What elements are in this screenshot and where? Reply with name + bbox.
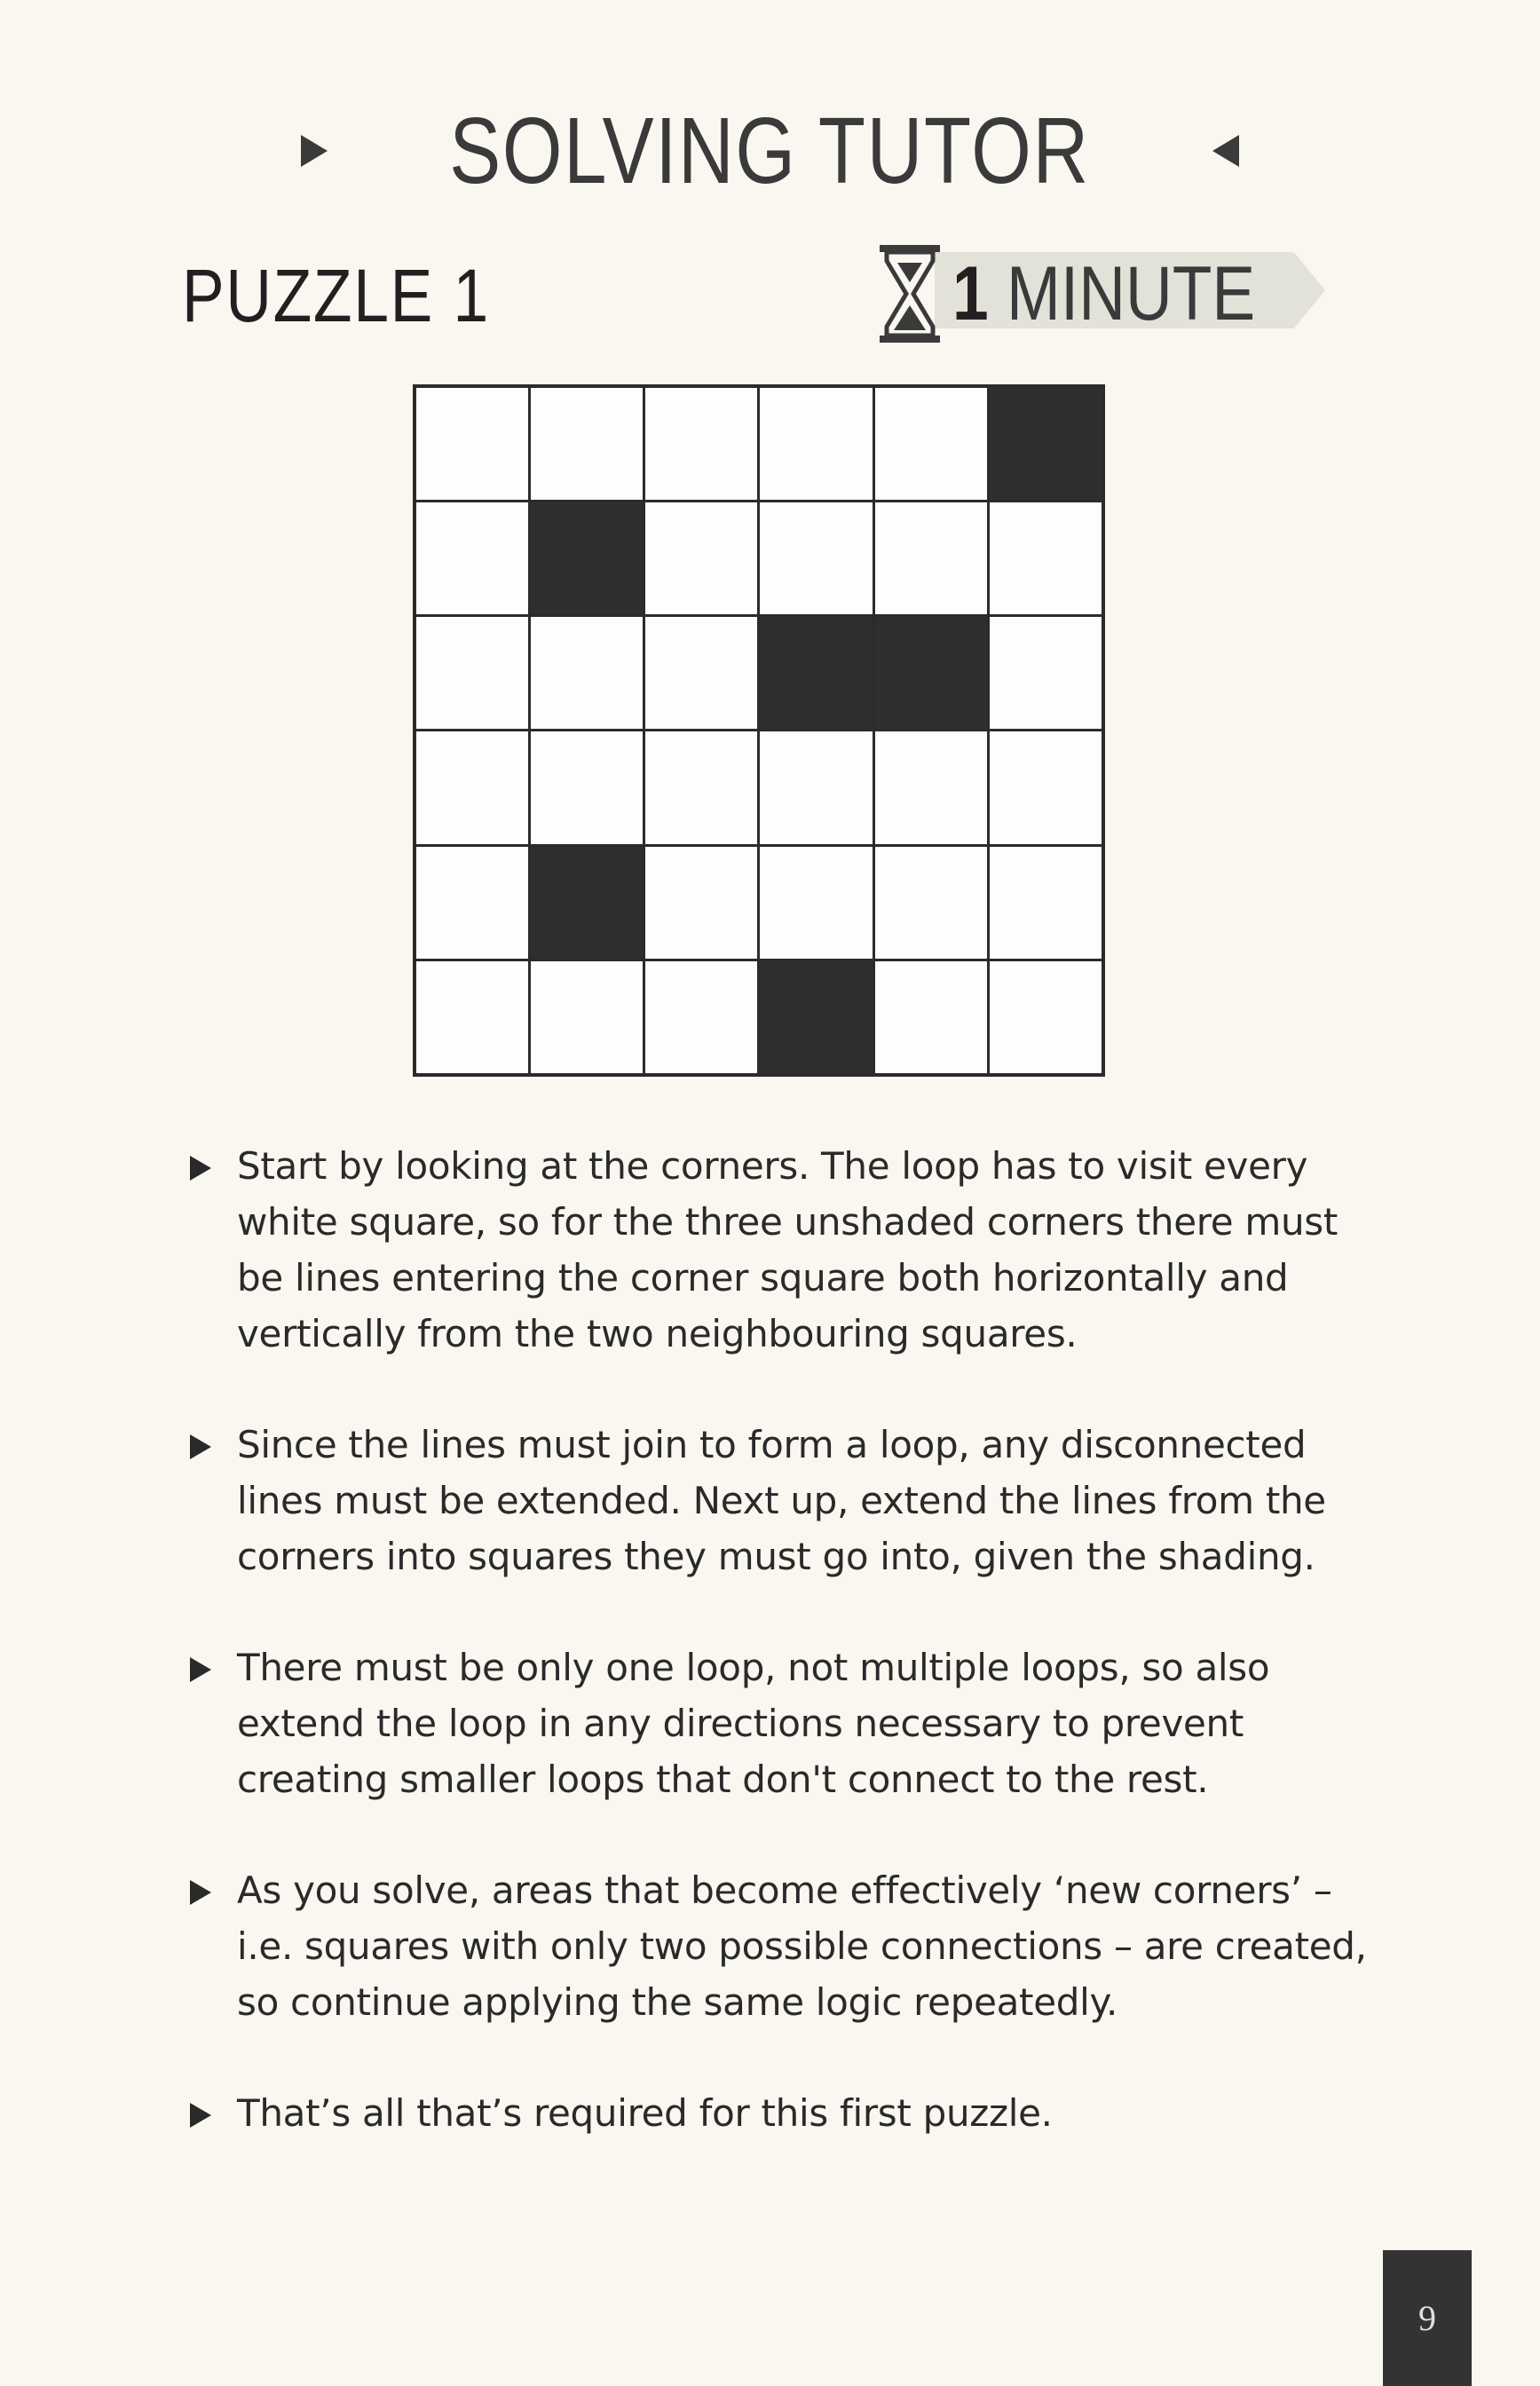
tip-text: That’s all that’s required for this first puzzle. [237,2091,1053,2135]
grid-cell [416,847,528,959]
time-number: 1 [952,250,989,336]
grid-cell [645,617,757,729]
triangle-left-icon [1212,135,1239,167]
tip-text: As you solve, areas that become effectively ‘new corners’ – i.e. squares with only two possible connections – are created, so continue applying the same logic repeatedly. [237,1869,1367,2024]
grid-cell [645,847,757,959]
grid-cell [645,502,757,614]
time-badge [874,241,1336,346]
grid-cell [875,502,987,614]
grid-cell-shaded [531,847,643,959]
grid-cell [990,847,1102,959]
tip-text: There must be only one loop, not multiple loops, so also extend the loop in any directions necessary to prevent creating smaller loops that don't connect to the rest. [237,1646,1270,1801]
grid-cell [531,617,643,729]
tip-item [186,1862,1376,2030]
triangle-right-icon [190,1657,211,1682]
grid-cell [645,388,757,500]
grid-cell [645,731,757,843]
puzzle-grid [413,384,1105,1077]
grid-cell [531,731,643,843]
grid-cell [416,617,528,729]
grid-cell [760,847,872,959]
puzzle-title: PUZZLE 1 [182,254,490,337]
grid-cell [416,731,528,843]
page-title: SOLVING TUTOR [449,98,1091,203]
grid-cell [416,502,528,614]
grid-cell [760,502,872,614]
tip-text: Start by looking at the corners. The loop has to visit every white square, so for the three unshaded corners there must be lines entering the corner square both horizontally and vertically from the two neighbouring squares. [237,1144,1339,1355]
grid-cell [990,961,1102,1073]
grid-cell-shaded [990,388,1102,500]
page-number-tab [1383,2250,1472,2386]
time-unit: MINUTE [1006,250,1256,336]
tip-item [186,1138,1376,1362]
grid-cell-shaded [760,617,872,729]
grid-cell [875,731,987,843]
triangle-right-icon [190,1434,211,1459]
triangle-right-icon [190,2103,211,2128]
grid-cell-shaded [760,961,872,1073]
grid-cell [760,731,872,843]
grid-cell [416,961,528,1073]
grid-cell [645,961,757,1073]
grid-cell [990,617,1102,729]
page-header [0,93,1540,209]
tip-item [186,2085,1376,2141]
grid-cell [531,388,643,500]
triangle-right-icon [190,1156,211,1181]
grid-cell [990,731,1102,843]
grid-cell [760,388,872,500]
triangle-right-icon [190,1880,211,1905]
grid-cell [875,388,987,500]
grid-cell-shaded [531,502,643,614]
tip-item [186,1417,1376,1584]
grid-cell [875,961,987,1073]
grid-cell-shaded [875,617,987,729]
tips-list [186,1138,1376,2196]
tip-text: Since the lines must join to form a loop, any disconnected lines must be extended. Next up, extend the lines from the corners into squares they must go into, given the shading. [237,1423,1326,1578]
grid-cell [416,388,528,500]
tip-item [186,1639,1376,1807]
grid-cell [875,847,987,959]
hourglass-icon [874,241,945,346]
triangle-right-icon [301,135,328,167]
page-number: 9 [1418,2298,1436,2338]
grid-cell [990,502,1102,614]
grid-cell [531,961,643,1073]
time-limit [952,250,1255,338]
